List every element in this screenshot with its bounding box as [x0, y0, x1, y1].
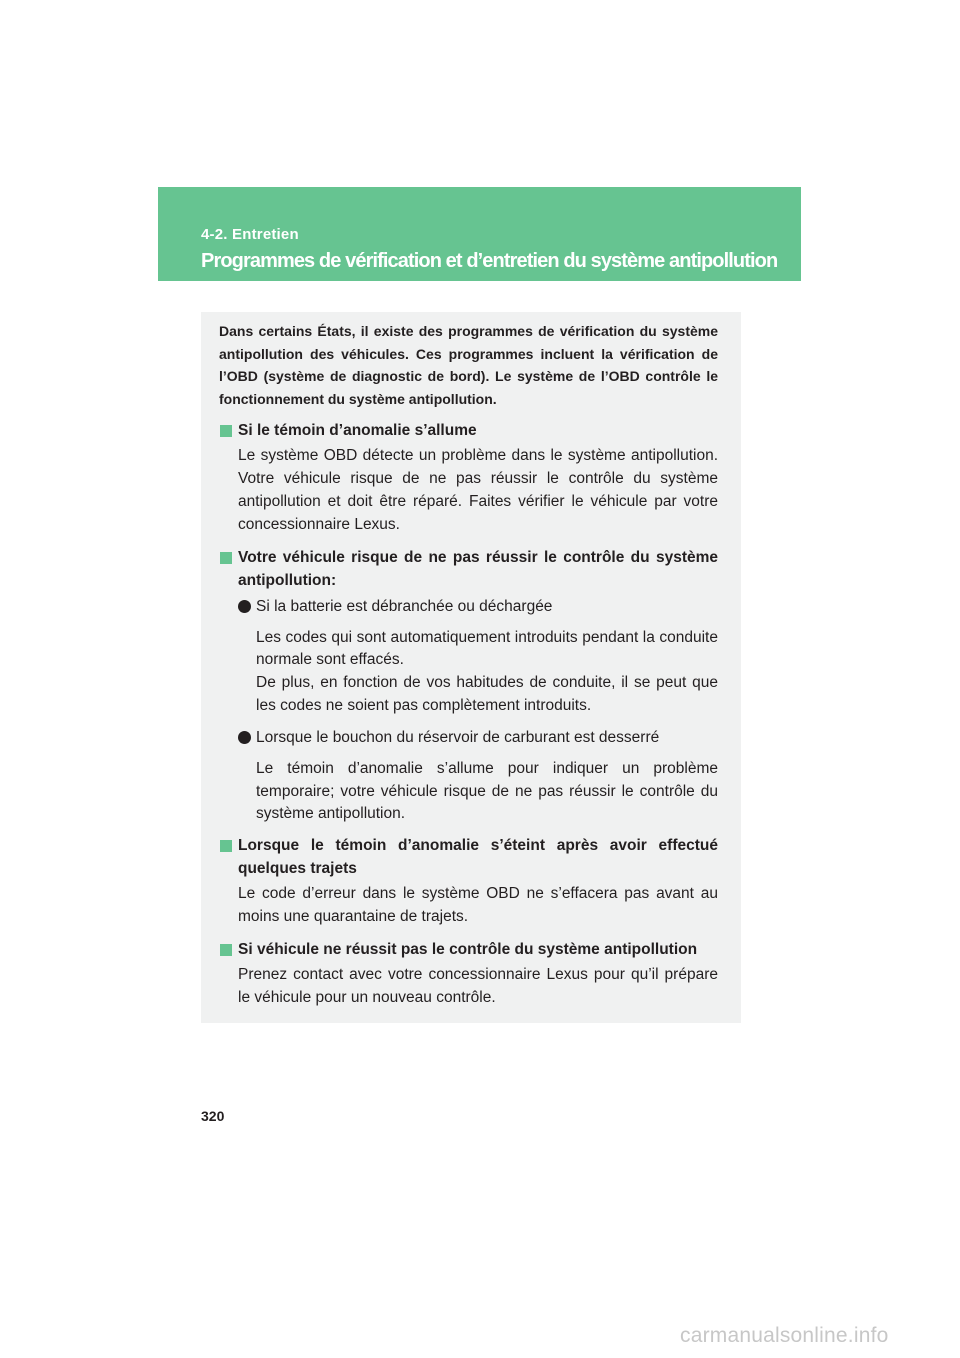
section-1: [219, 419, 718, 536]
section-4: [219, 938, 718, 1010]
bullet-text: De plus, en fonction de vos habitudes de conduite, il se peut que les codes ne soient pas complètement introduits.: [256, 674, 718, 714]
bullet-item: [238, 595, 718, 618]
intro-paragraph: Dans certains États, il existe des programmes de vérification du système antipollution des véhicules. Ces programmes incluent la vérification de l’OBD (système de diagnostic de bord). Le système de l’OBD contrôle le fonctionnement du système antipollution.: [219, 323, 718, 407]
section-heading: [219, 834, 718, 880]
square-bullet-icon: [219, 419, 238, 442]
section-heading: [219, 546, 718, 592]
page-title: Programmes de vérification et d’entretien du système antipollution: [201, 250, 778, 272]
section-heading: [219, 419, 718, 442]
square-bullet-icon: [219, 834, 238, 880]
bullet-text: Les codes qui sont automatiquement introduits pendant la conduite normale sont effacés.: [256, 628, 718, 669]
section-body: Le système OBD détecte un problème dans le système antipollution. Votre véhicule risque de ne pas réussir le contrôle du système antipollution et doit être réparé. Faites vérifier le véhicule par votre concessionnaire Lexus.: [238, 447, 718, 533]
section-heading-text: Si véhicule ne réussit pas le contrôle du système antipollution: [238, 940, 698, 958]
page-number: 320: [201, 1108, 225, 1124]
bullet-text: Le témoin d’anomalie s’allume pour indiquer un problème temporaire; votre véhicule risque de ne pas réussir le contrôle du système antipollution.: [256, 759, 718, 823]
square-bullet-icon: [219, 546, 238, 592]
square-bullet-icon: [219, 938, 238, 961]
bullet-description: [256, 627, 718, 718]
round-bullet-icon: [238, 726, 256, 749]
watermark: carmanualsonline.info: [680, 1324, 889, 1347]
bullet-label: Si la batterie est débranchée ou déchargée: [256, 597, 553, 615]
panel-content: [219, 320, 718, 1009]
section-label: 4-2. Entretien: [201, 226, 299, 243]
bullet-description: [256, 758, 718, 826]
section-heading-text: Votre véhicule risque de ne pas réussir le contrôle du système antipollution:: [238, 548, 718, 589]
bullet-label: Lorsque le bouchon du réservoir de carburant est desserré: [256, 728, 660, 746]
bullet-item: [238, 726, 718, 749]
section-heading-text: Si le témoin d’anomalie s’allume: [238, 422, 477, 440]
section-body: Le code d’erreur dans le système OBD ne s’effacera pas avant au moins une quarantaine de trajets.: [238, 885, 718, 925]
section-body: Prenez contact avec votre concessionnaire Lexus pour qu’il prépare le véhicule pour un nouveau contrôle.: [238, 965, 718, 1006]
section-3: [219, 834, 718, 929]
section-heading: [219, 938, 718, 961]
round-bullet-icon: [238, 595, 256, 618]
section-2: [219, 546, 718, 827]
section-heading-text: Lorsque le témoin d’anomalie s’éteint après avoir effectué quelques trajets: [238, 837, 718, 878]
